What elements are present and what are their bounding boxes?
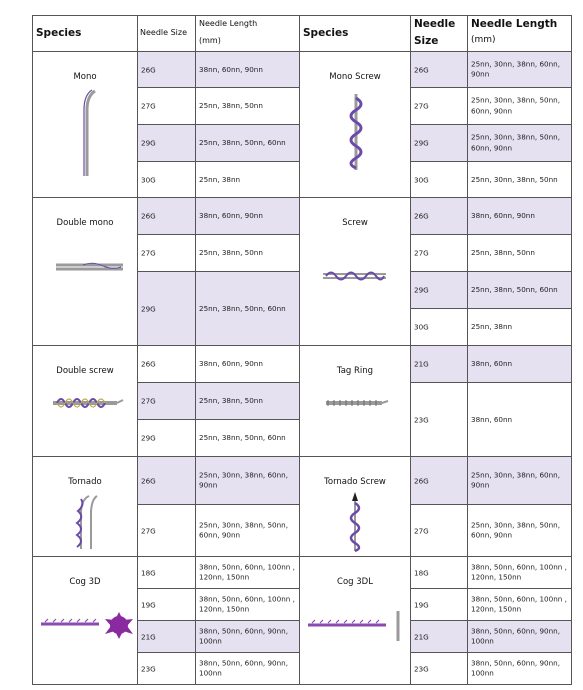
- length-value: 38nn, 50nn, 60nn, 100nn , 120nn, 150nn: [471, 594, 567, 614]
- size-value: 30G: [414, 322, 429, 332]
- length-cell: [468, 505, 572, 557]
- size-value: 26G: [414, 211, 429, 221]
- size-value: 26G: [141, 476, 156, 485]
- size-value: 21G: [414, 632, 429, 641]
- length-cell: [196, 383, 300, 420]
- length-value: 25nn, 38nn: [471, 321, 513, 331]
- size-value: 30G: [414, 175, 429, 184]
- size-cell: [411, 162, 468, 198]
- size-value: 23G: [414, 415, 429, 424]
- length-cell: [468, 162, 572, 198]
- size-value: 18G: [141, 568, 156, 577]
- length-value: 38nn, 50nn, 60nn, 100nn , 120nn, 150nn: [199, 594, 295, 614]
- species-cell-screw: [300, 198, 411, 346]
- size-value: 27G: [141, 101, 156, 111]
- species-name: Tornado: [68, 477, 102, 487]
- size-value: 23G: [141, 664, 156, 673]
- length-value: 25nn, 38nn, 50nn, 60nn: [199, 432, 286, 442]
- size-cell: [411, 346, 468, 383]
- size-cell: [138, 653, 196, 685]
- length-cell: [468, 557, 572, 589]
- size-cell: [411, 198, 468, 235]
- length-cell: [196, 88, 300, 125]
- length-cell: [196, 420, 300, 457]
- length-value: 38nn, 50nn, 60nn, 100nn , 120nn, 150nn: [199, 562, 295, 582]
- length-cell: [196, 621, 300, 653]
- length-cell: [196, 235, 300, 272]
- tornado-thread-icon: [73, 495, 99, 551]
- cog-3d-thread-icon: [39, 607, 137, 641]
- length-value: 25nn, 30nn, 38nn, 60nn, 90nn: [199, 470, 289, 490]
- size-cell: [138, 383, 196, 420]
- length-value: 38nn, 50nn, 60nn, 90nn, 100nn: [471, 658, 561, 678]
- species-cell-cog-3dl: [300, 557, 411, 685]
- size-value: 27G: [141, 248, 156, 258]
- length-cell: [196, 457, 300, 505]
- size-value: 30G: [141, 175, 156, 184]
- size-cell: [411, 457, 468, 505]
- cog-3dl-thread-icon: [306, 607, 406, 643]
- length-cell: [196, 52, 300, 88]
- length-value: 38nn, 50nn, 60nn, 100nn , 120nn, 150nn: [471, 562, 567, 582]
- size-value: 18G: [414, 568, 429, 577]
- length-value: 25nn, 38nn, 50nn, 60nn: [199, 303, 286, 313]
- size-value: 27G: [141, 396, 156, 406]
- length-value: 25nn, 30nn, 38nn, 50nn, 60nn, 90nn: [199, 520, 289, 540]
- size-cell: [138, 125, 196, 162]
- species-cell-tornado: [33, 457, 138, 557]
- header-needle-length-right-line2: (mm): [471, 35, 496, 45]
- length-cell: [196, 505, 300, 557]
- header-needle-length: [196, 16, 300, 52]
- header-needle-length-unit: (mm): [199, 36, 221, 45]
- species-name: Tag Ring: [336, 366, 374, 376]
- mono-screw-thread-icon: [344, 92, 368, 172]
- size-value: 26G: [141, 211, 156, 221]
- length-value: 25nn, 38nn, 50nn: [199, 247, 263, 257]
- size-cell: [138, 505, 196, 557]
- size-cell: [411, 235, 468, 272]
- header-species: [33, 16, 138, 52]
- size-cell: [138, 198, 196, 235]
- size-cell: [411, 505, 468, 557]
- length-value: 38nn, 60nn, 90nn: [199, 210, 263, 220]
- size-cell: [138, 235, 196, 272]
- length-cell: [468, 621, 572, 653]
- species-name: Cog 3DL: [337, 577, 373, 587]
- size-value: 26G: [414, 65, 429, 74]
- length-value: 38nn, 60nn, 90nn: [471, 210, 535, 220]
- size-cell: [138, 52, 196, 88]
- size-cell: [138, 457, 196, 505]
- species-name: Double screw: [56, 366, 114, 376]
- header-needle-size-right-line2: Size: [414, 35, 439, 47]
- size-value: 27G: [414, 526, 429, 535]
- size-cell: [138, 162, 196, 198]
- length-value: 38nn, 50nn, 60nn, 90nn, 100nn: [199, 626, 289, 646]
- length-cell: [196, 272, 300, 346]
- species-cell-mono: [33, 52, 138, 198]
- length-cell: [468, 589, 572, 621]
- length-value: 38nn, 60nn, 90nn: [199, 358, 263, 368]
- length-cell: [196, 198, 300, 235]
- length-value: 38nn, 50nn, 60nn, 90nn, 100nn: [199, 658, 289, 678]
- length-cell: [468, 309, 572, 346]
- length-cell: [196, 162, 300, 198]
- size-cell: [411, 309, 468, 346]
- species-cell-cog-3d: [33, 557, 138, 685]
- size-value: 29G: [414, 138, 429, 148]
- size-value: 21G: [414, 359, 429, 369]
- tag-ring-thread-icon: [324, 396, 390, 410]
- length-value: 25nn, 38nn: [199, 174, 241, 184]
- screw-thread-icon: [322, 268, 388, 284]
- header-needle-length-right: [468, 16, 572, 52]
- length-cell: [468, 272, 572, 309]
- length-value: 38nn, 50nn, 60nn, 90nn, 100nn: [471, 626, 561, 646]
- header-needle-size: [138, 16, 196, 52]
- size-cell: [411, 621, 468, 653]
- length-value: 25nn, 30nn, 38nn, 50nn, 60nn, 90nn: [471, 95, 561, 115]
- size-value: 27G: [414, 248, 429, 258]
- length-value: 38nn, 60nn, 90nn: [199, 64, 263, 74]
- length-value: 25nn, 30nn, 38nn, 50nn, 60nn, 90nn: [471, 520, 561, 540]
- mono-thread-icon: [75, 88, 99, 178]
- length-value: 38nn, 60nn: [471, 414, 513, 424]
- header-needle-size-label: Needle Size: [140, 28, 188, 37]
- length-cell: [468, 88, 572, 125]
- size-value: 29G: [141, 138, 156, 148]
- header-species-label: Species: [36, 27, 82, 39]
- double-screw-thread-icon: [51, 394, 125, 414]
- species-name: Screw: [342, 218, 368, 228]
- size-cell: [411, 272, 468, 309]
- length-value: 38nn, 60nn: [471, 358, 513, 368]
- length-cell: [196, 557, 300, 589]
- size-value: 29G: [414, 285, 429, 295]
- length-cell: [468, 52, 572, 88]
- size-cell: [138, 346, 196, 383]
- size-cell: [411, 653, 468, 685]
- size-cell: [411, 52, 468, 88]
- length-value: 25nn, 38nn, 50nn, 60nn: [199, 137, 286, 147]
- size-cell: [138, 621, 196, 653]
- size-value: 26G: [414, 476, 429, 485]
- size-cell: [411, 589, 468, 621]
- size-value: 29G: [141, 304, 156, 313]
- length-value: 25nn, 30nn, 38nn, 50nn: [471, 174, 558, 184]
- header-needle-length-right-line1: Needle Length: [471, 18, 558, 30]
- length-cell: [196, 125, 300, 162]
- species-name: Tornado Screw: [324, 477, 386, 487]
- size-value: 19G: [414, 600, 429, 609]
- species-cell-double-screw: [33, 346, 138, 457]
- tornado-screw-thread-icon: [344, 491, 366, 553]
- header-needle-size-right-line1: Needle: [414, 18, 456, 30]
- species-cell-tag-ring: [300, 346, 411, 457]
- species-cell-tornado-screw: [300, 457, 411, 557]
- length-value: 25nn, 38nn, 50nn, 60nn: [471, 284, 558, 294]
- length-cell: [196, 653, 300, 685]
- length-value: 25nn, 30nn, 38nn, 50nn, 60nn, 90nn: [471, 132, 561, 152]
- size-value: 26G: [141, 65, 156, 74]
- length-value: 25nn, 30nn, 38nn, 60nn, 90nn: [471, 470, 561, 490]
- size-value: 26G: [141, 359, 156, 369]
- header-species-right-label: Species: [303, 27, 349, 39]
- header-needle-size-right: [411, 16, 468, 52]
- length-cell: [468, 125, 572, 162]
- length-cell: [196, 346, 300, 383]
- size-cell: [411, 88, 468, 125]
- length-cell: [468, 235, 572, 272]
- length-value: 25nn, 38nn, 50nn: [199, 100, 263, 110]
- size-cell: [138, 420, 196, 457]
- size-value: 27G: [141, 526, 156, 535]
- length-value: 25nn, 38nn, 50nn: [199, 395, 263, 405]
- header-species-right: [300, 16, 411, 52]
- double-mono-thread-icon: [55, 260, 125, 274]
- species-name: Cog 3D: [69, 577, 101, 587]
- size-value: 19G: [141, 600, 156, 609]
- length-cell: [468, 346, 572, 383]
- size-value: 27G: [414, 101, 429, 111]
- size-cell: [138, 557, 196, 589]
- length-cell: [196, 589, 300, 621]
- species-cell-double-mono: [33, 198, 138, 346]
- length-cell: [468, 653, 572, 685]
- length-value: 25nn, 30nn, 38nn, 60nn, 90nn: [471, 59, 561, 79]
- header-needle-length-label: Needle Length: [199, 19, 258, 28]
- size-cell: [411, 557, 468, 589]
- size-cell: [138, 589, 196, 621]
- species-name: Mono Screw: [329, 72, 381, 82]
- size-cell: [138, 272, 196, 346]
- length-cell: [468, 457, 572, 505]
- size-cell: [138, 88, 196, 125]
- size-value: 21G: [141, 632, 156, 641]
- length-cell: [468, 383, 572, 457]
- size-value: 29G: [141, 433, 156, 443]
- species-name: Mono: [73, 72, 97, 82]
- length-cell: [468, 198, 572, 235]
- length-value: 25nn, 38nn, 50nn: [471, 247, 535, 257]
- size-cell: [411, 383, 468, 457]
- species-cell-mono-screw: [300, 52, 411, 198]
- size-cell: [411, 125, 468, 162]
- size-value: 23G: [414, 664, 429, 673]
- species-name: Double mono: [56, 218, 114, 228]
